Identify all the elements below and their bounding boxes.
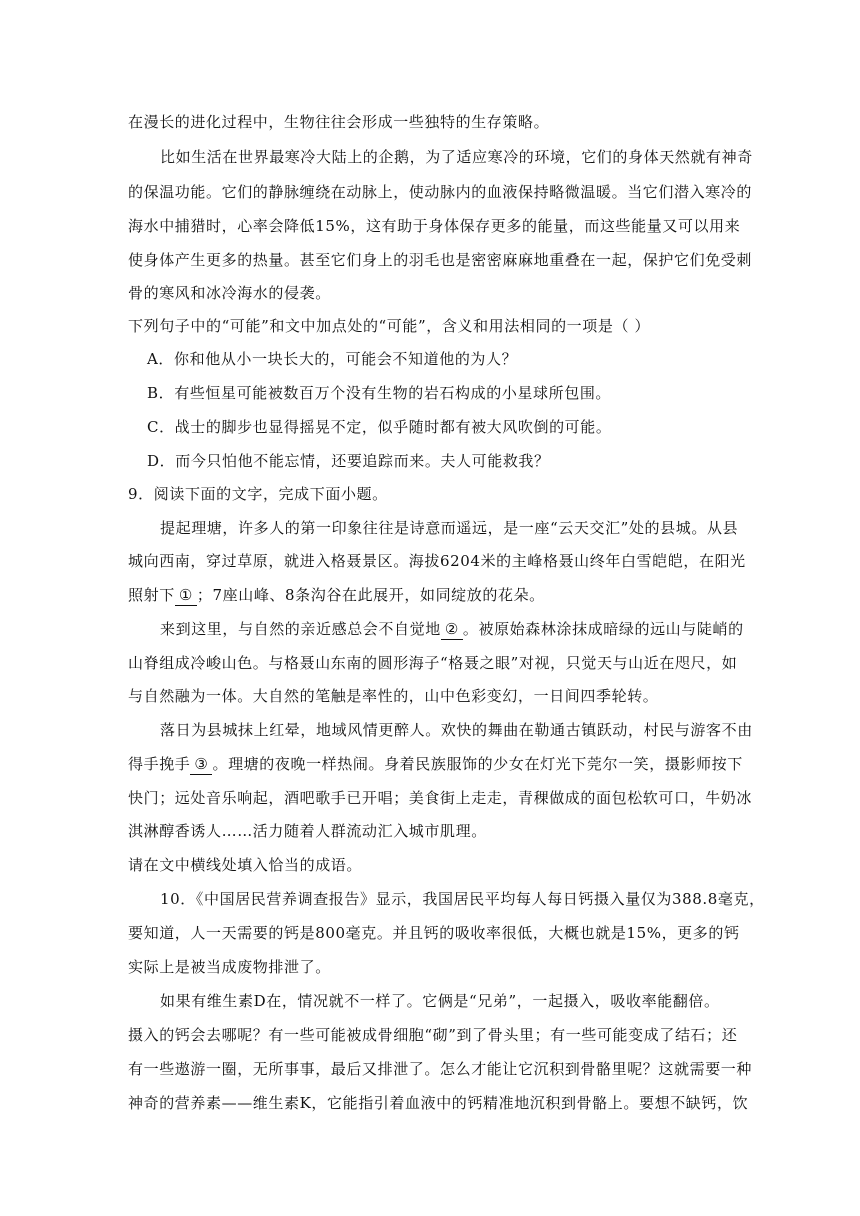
passage-line: 的保温功能。它们的静脉缠绕在动脉上，使动脉内的血液保持略微温暖。当它们潜入寒冷的 bbox=[128, 183, 753, 201]
passage-line: 在漫长的进化过程中，生物往往会形成一些独特的生存策略。 bbox=[128, 113, 550, 131]
option-c: C．战士的脚步也显得摇晃不定，似乎随时都有被大风吹倒的可能。 bbox=[147, 418, 612, 436]
passage-line: 淇淋醇香诱人……活力随着人群流动汇入城市肌理。 bbox=[128, 822, 487, 840]
passage-line: 比如生活在世界最寒冷大陆上的企鹅，为了适应寒冷的环境，它们的身体天然就有神奇 bbox=[160, 148, 753, 166]
passage-line: 快门；远处音乐响起，酒吧歌手已开唱；美食街上走走，青稞做成的面包松软可口，牛奶冰 bbox=[128, 789, 753, 807]
passage-line: 骨的寒风和冰冷海水的侵袭。 bbox=[128, 284, 331, 302]
fill-blank-1: ① bbox=[175, 585, 197, 606]
option-d: D．而今只怕他不能忘情，还要追踪而来。夫人可能救我？ bbox=[147, 452, 550, 470]
passage-line: 落日为县城抹上红晕，地域风情更醉人。欢快的舞曲在勒通古镇跃动，村民与游客不由 bbox=[160, 721, 753, 739]
text-segment: 。被原始森林涂抹成暗绿的远山与陡峭的 bbox=[462, 620, 744, 638]
fill-blank-2: ② bbox=[441, 619, 463, 640]
passage-line: 城向西南，穿过草原，就进入格聂景区。海拔6204米的主峰格聂山终年白雪皑皑，在阳光 bbox=[128, 552, 746, 570]
passage-line bbox=[128, 585, 545, 606]
passage-line: 有一些遨游一圈，无所事事，最后又排泄了。怎么才能让它沉积到骨骼里呢？这就需要一种 bbox=[128, 1060, 753, 1078]
option-a: A．你和他从小一块长大的，可能会不知道他的为人？ bbox=[147, 350, 518, 368]
option-b: B．有些恒星可能被数百万个没有生物的岩石构成的小星球所包围。 bbox=[147, 384, 612, 402]
passage-line: 要知道，人一天需要的钙是800毫克。并且钙的吸收率很低，大概也就是15%，更多的钙 bbox=[128, 924, 740, 942]
text-segment: 。理塘的夜晚一样热闹。身着民族服饰的少女在灯光下莞尔一笑，摄影师按下 bbox=[212, 755, 743, 773]
passage-line: 提起理塘，许多人的第一印象往往是诗意而遥远，是一座“云天交汇”处的县城。从县 bbox=[160, 519, 739, 537]
question-stem: 下列句子中的“可能”和文中加点处的“可能”，含义和用法相同的一项是（ ） bbox=[128, 317, 651, 335]
passage-line: 与自然融为一体。大自然的笔触是率性的，山中色彩变幻，一日间四季轮转。 bbox=[128, 687, 659, 705]
passage-line: 海水中捕猎时，心率会降低15%，这有助于身体保存更多的能量，而这些能量又可以用来 bbox=[128, 217, 741, 235]
question-9-instruction: 请在文中横线处填入恰当的成语。 bbox=[128, 856, 363, 874]
passage-line bbox=[128, 754, 743, 775]
question-10-line: 10．《中国居民营养调查报告》显示，我国居民平均每人每日钙摄入量仅为388.8毫克， bbox=[160, 890, 765, 908]
passage-line: 使身体产生更多的热量。甚至它们身上的羽毛也是密密麻麻地重叠在一起，保护它们免受刺 bbox=[128, 251, 753, 269]
text-segment: ；7座山峰、8条沟谷在此展开，如同绽放的花朵。 bbox=[196, 586, 545, 604]
text-segment: 得手挽手 bbox=[128, 755, 191, 773]
passage-line: 神奇的营养素——维生素K，它能指引着血液中的钙精准地沉积到骨骼上。要想不缺钙，饮 bbox=[128, 1094, 749, 1112]
question-9-title: 9．阅读下面的文字，完成下面小题。 bbox=[128, 485, 388, 503]
passage-line: 实际上是被当成废物排泄了。 bbox=[128, 958, 331, 976]
passage-line bbox=[160, 619, 744, 640]
text-segment: 照射下 bbox=[128, 586, 175, 604]
passage-line: 山脊组成冷峻山色。与格聂山东南的圆形海子“格聂之眼”对视，只觉天与山近在咫尺，如 bbox=[128, 654, 738, 672]
text-segment: 来到这里，与自然的亲近感总会不自觉地 bbox=[160, 620, 441, 638]
fill-blank-3: ③ bbox=[190, 754, 212, 775]
passage-line: 摄入的钙会去哪呢？有一些可能被成骨细胞“砌”到了骨头里；有一些可能变成了结石；还 bbox=[128, 1026, 738, 1044]
passage-line: 如果有维生素D在，情况就不一样了。它俩是“兄弟”，一起摄入，吸收率能翻倍。 bbox=[160, 992, 720, 1010]
